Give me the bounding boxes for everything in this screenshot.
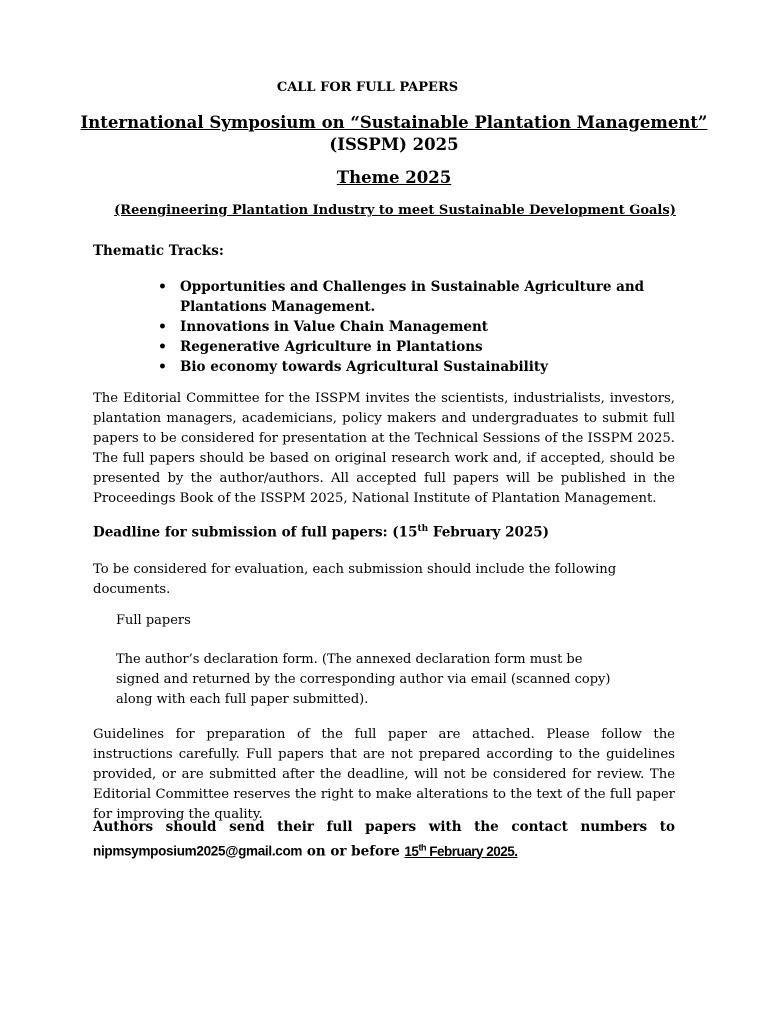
call-title: CALL FOR FULL PAPERS [276,80,459,95]
date-rest: February 2025. [425,843,518,859]
symposium-title-line2: (ISSPM) 2025 [329,135,459,154]
document-item-declaration-form: The author’s declaration form. (The annexed declaration form must be signed and returned by the corresponding author via email (scanned copy) along with each full paper submitted). [116,652,611,707]
bullet-icon: • [158,279,167,295]
submission-date [404,844,517,859]
thematic-tracks-heading: Thematic Tracks: [93,243,224,259]
track-label: Innovations in Value Chain Management [180,319,489,335]
on-or-before-text: on or before [302,843,405,860]
list-item [157,357,657,377]
bullet-icon: • [158,359,167,375]
document-item-full-papers: Full papers [116,613,191,628]
deadline-ordinal: th [417,524,429,534]
theme-title: Theme 2025 [336,168,452,187]
list-item [157,337,657,357]
date-ordinal: th [418,842,426,852]
authors-line1: Authors should send their full papers with the contact numbers to [93,819,675,835]
track-label: Opportunities and Challenges in Sustainable Agriculture and Plantations Management. [180,279,645,315]
contact-email[interactable]: nipmsymposium2025@gmail.com [93,843,303,859]
date-day: 15 [404,843,419,859]
list-item [157,277,657,317]
bullet-icon: • [158,339,167,355]
authors-instruction [93,817,675,862]
theme-subtitle: (Reengineering Plantation Industry to meet Sustainable Development Goals) [114,203,676,218]
list-item [157,317,657,337]
deadline-suffix: February 2025) [428,524,550,541]
deadline-line [93,524,549,541]
track-label: Bio economy towards Agricultural Sustainability [180,359,548,375]
guidelines-paragraph: Guidelines for preparation of the full paper are attached. Please follow the instructions carefully. Full papers that are not prepared according to the guidelines provided, or are submitted after the deadline, will not be considered for review. The Editorial Committee reserves the right to make alterations to the text of the full paper for improving the quality. [93,727,675,822]
thematic-tracks-list [157,277,657,377]
bullet-icon: • [158,319,167,335]
evaluation-paragraph: To be considered for evaluation, each submission should include the following documents. [93,562,617,597]
deadline-prefix: Deadline for submission of full papers: (15 [93,524,418,541]
track-label: Regenerative Agriculture in Plantations [180,339,483,355]
symposium-title-line1: International Symposium on “Sustainable Plantation Management” [80,113,708,132]
symposium-title [0,112,768,156]
intro-paragraph: The Editorial Committee for the ISSPM invites the scientists, industrialists, investors, plantation managers, academicians, policy makers and undergraduates to submit full papers to be considered for presentation at the Technical Sessions of the ISSPM 2025. The full papers should be based on original research work and, if accepted, should be presented by the author/authors. All accepted full papers will be published in the Proceedings Book of the ISSPM 2025, National Institute of Plantation Management. [93,391,675,506]
